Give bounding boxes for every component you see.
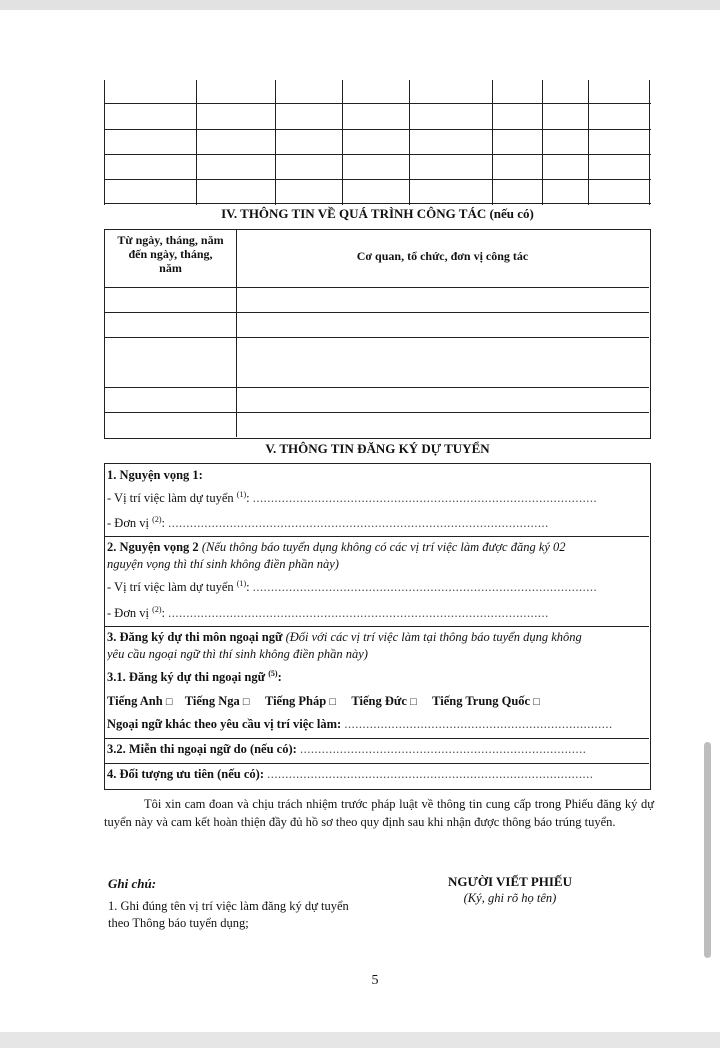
checkbox-icon: □	[165, 696, 173, 708]
nv1-vitri-line: - Vị trí việc làm dự tuyển $^{(1)}$: ...............................................................................................	[107, 490, 598, 506]
nv1-title: 1. Nguyện vọng 1:	[107, 468, 203, 482]
language-options	[107, 694, 647, 709]
priority-line: 4. Đối tượng ưu tiên (nếu có): ..........................................................................................	[107, 767, 594, 781]
lang-french[interactable]: Tiếng Pháp □	[264, 694, 336, 708]
exemption-line: 3.2. Miễn thi ngoại ngữ do (nếu có): ...............................................................................	[107, 742, 587, 756]
previous-section-table	[104, 80, 651, 205]
signature-title: NGƯỜI VIẾT PHIẾU	[447, 874, 572, 889]
checkbox-icon: □	[533, 696, 540, 708]
foreign-language-note-line: yêu cầu ngoại ngữ thì thí sinh không điền phần này)	[107, 647, 368, 661]
viewer-top-strip	[0, 0, 720, 10]
foreign-language-title-line: 3. Đăng ký dự thi môn ngoại ngữ (Đối với các vị trí việc làm tại thông báo tuyển dụng không	[107, 630, 582, 644]
viewer-bottom-strip	[0, 1032, 720, 1048]
nv2-note-line: nguyện vọng thì thí sinh không điền phần này)	[107, 557, 339, 571]
nv2-title-line: 2. Nguyện vọng 2 (Nếu thông báo tuyển dụng không có các vị trí việc làm được đăng ký 02	[107, 540, 566, 554]
nv2-vitri-line: - Vị trí việc làm dự tuyển $^{(1)}$: ...............................................................................................	[107, 579, 598, 595]
note-title: Ghi chú:	[108, 876, 157, 891]
other-language-line: Ngoại ngữ khác theo yêu cầu vị trí việc làm: ..........................................................................	[107, 717, 613, 731]
registration-table	[104, 463, 651, 790]
signature-subtitle: (Ký, ghi rõ họ tên)	[463, 891, 557, 905]
lang-english[interactable]: Tiếng Anh □	[107, 694, 173, 708]
page-number: 5	[371, 973, 379, 988]
lang-russian[interactable]: Tiếng Nga □	[184, 694, 250, 708]
work-history-date-header: Từ ngày, tháng, năm đến ngày, tháng, năm	[117, 233, 224, 275]
declaration-paragraph: Tôi xin cam đoan và chịu trách nhiệm trước pháp luật về thông tin cung cấp trong Phiếu đăng ký dự tuyển này và cam kết hoàn thiện đầy đủ hồ sơ theo quy định sau khi nhận được thông báo trúng tuyển.	[104, 797, 654, 829]
nv2-donvi-line: - Đơn vị $^{(2)}$: .........................................................................................................	[107, 605, 549, 621]
section-v-heading: V. THÔNG TIN ĐĂNG KÝ DỰ TUYỂN	[265, 441, 490, 456]
work-history-org-header: Cơ quan, tổ chức, đơn vị công tác	[356, 249, 529, 263]
work-history-table	[104, 229, 651, 439]
scrollbar-thumb[interactable]	[704, 742, 711, 958]
lang-chinese[interactable]: Tiếng Trung Quốc □	[432, 694, 540, 708]
checkbox-icon: □	[410, 696, 417, 708]
foreign-language-31-title: 3.1. Đăng ký dự thi ngoại ngữ $^{(5)}$:	[107, 669, 282, 685]
note-item-1: 1. Ghi đúng tên vị trí việc làm đăng ký dự tuyển theo Thông báo tuyển dụng;	[108, 899, 349, 930]
checkbox-icon: □	[242, 696, 250, 708]
section-iv-heading: IV. THÔNG TIN VỀ QUÁ TRÌNH CÔNG TÁC (nếu có)	[221, 206, 534, 221]
nv1-donvi-line: - Đơn vị $^{(2)}$: .........................................................................................................	[107, 515, 549, 531]
checkbox-icon: □	[329, 696, 336, 708]
lang-german[interactable]: Tiếng Đức □	[351, 694, 417, 708]
